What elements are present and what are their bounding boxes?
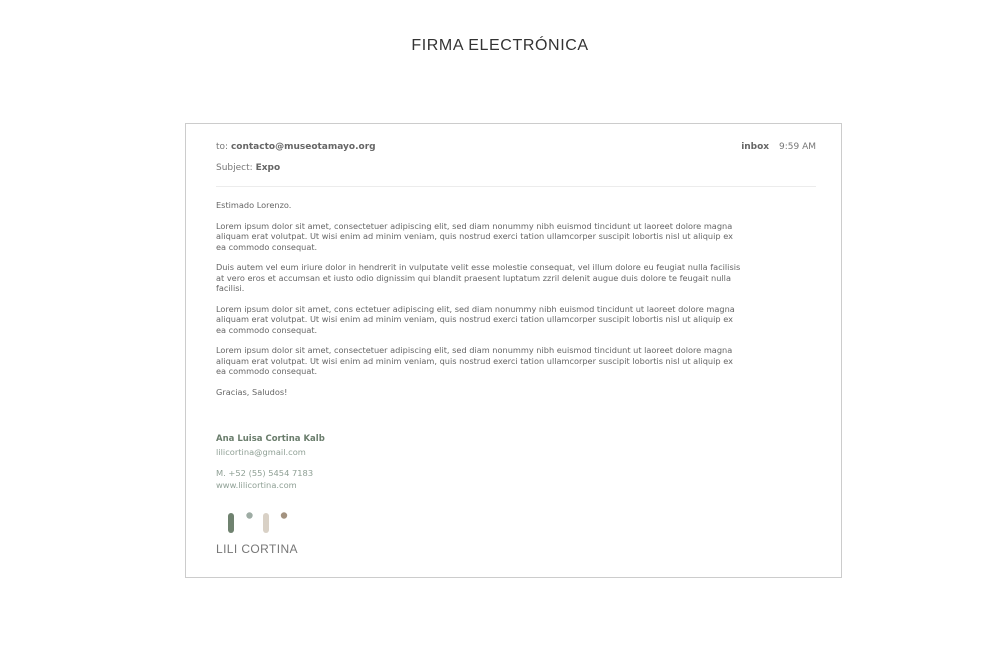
lili-cortina-logo-icon (216, 509, 296, 533)
email-header (216, 141, 816, 187)
email-preview-card (185, 123, 842, 578)
logo-bar-beige (263, 513, 269, 533)
subject-line (216, 163, 280, 173)
logo-dot-sage (246, 512, 252, 518)
signature-email-link[interactable]: lilicortina@gmail.com (216, 447, 306, 457)
subject-label: Subject: (216, 163, 253, 173)
signature-website-link[interactable]: www.lilicortina.com (216, 480, 297, 490)
email-meta (741, 142, 816, 152)
logo-dot-taupe (281, 512, 287, 518)
email-time: 9:59 AM (779, 142, 816, 152)
closing: Gracias, Saludos! (216, 386, 288, 397)
logo-bar-dark-green (228, 513, 234, 533)
body-paragraph: Lorem ipsum dolor sit amet, cons ectetuer adipiscing elit, sed diam nonummy nibh euismod tincidunt ut laoreet dolore magna aliquam erat volutpat. Ut wisi enim ad minim veniam, quis nostrud exerci tation ullamcorper suscipit lobortis nisl ut aliquip ex ea commodo consequat. (216, 303, 735, 335)
page-title: FIRMA ELECTRÓNICA (411, 37, 589, 54)
signature-name: Ana Luisa Cortina Kalb (216, 434, 325, 444)
recipient-line (216, 142, 376, 152)
body-paragraph: Duis autem vel eum iriure dolor in hendrerit in vulputate velit esse molestie consequat, vel illum dolore eu feugiat nulla facilisis at vero eros et accumsan et iusto odio dignissim qui blandit praesent luptatum zzril delenit augue duis dolore te feugait nulla facilisi. (216, 262, 741, 293)
body-paragraph: Lorem ipsum dolor sit amet, consectetuer adipiscing elit, sed diam nonummy nibh euismod tincidunt ut laoreet dolore magna aliquam erat volutpat. Ut wisi enim ad minim veniam, quis nostrud exerci tation ullamcorper suscipit lobortis nisl ut aliquip ex ea commodo consequat. (216, 345, 733, 376)
recipient-address[interactable]: contacto@museotamayo.org (230, 142, 376, 152)
folder-label[interactable]: inbox (741, 142, 770, 152)
subject-text: Expo (255, 163, 281, 173)
signature-phone: M. +52 (55) 5454 7183 (216, 468, 314, 478)
email-signature (216, 433, 516, 491)
email-body (216, 200, 741, 407)
logo-wordmark: LILI CORTINA (216, 542, 298, 556)
body-paragraph: Lorem ipsum dolor sit amet, consectetuer adipiscing elit, sed diam nonummy nibh euismod tincidunt ut laoreet dolore magna aliquam erat volutpat. Ut wisi enim ad minim veniam, quis nostrud exerci tation ullamcorper suscipit lobortis nisl ut aliquip ex ea commodo consequat. (216, 220, 733, 252)
to-label: to: (216, 142, 229, 152)
greeting: Estimado Lorenzo. (216, 200, 292, 210)
